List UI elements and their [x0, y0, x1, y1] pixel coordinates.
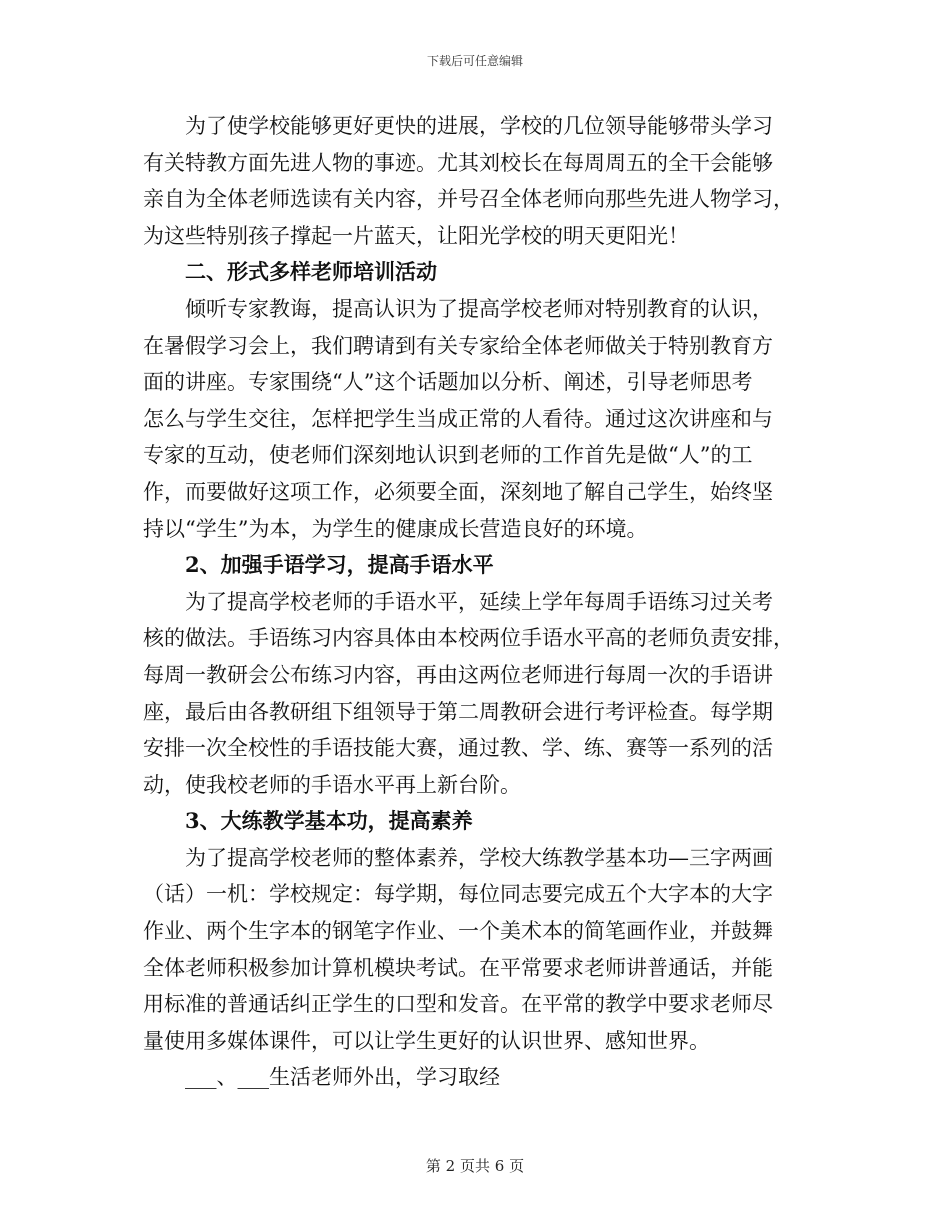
section-heading: 2、加强手语学习，提高手语水平 — [185, 552, 494, 578]
text-line: 面的讲座。专家围绕“人”这个话题加以分析、阐述，引导老师思考 — [143, 370, 753, 395]
text-line: 每周一教研会公布练习内容，再由这两位老师进行每周一次的手语讲 — [143, 662, 773, 687]
text-line: 全体老师积极参加计算机模块考试。在平常要求老师讲普通话，并能 — [143, 955, 773, 980]
text-line: 作业、两个生字本的钢笔字作业、一个美术本的简笔画作业，并鼓舞 — [143, 919, 773, 944]
section-heading: 3、大练教学基本功，提高素养 — [185, 808, 473, 834]
text-line: 作，而要做好这项工作，必须要全面，深刻地了解自己学生，始终坚 — [143, 479, 773, 504]
section-heading: 二、形式多样老师培训活动 — [185, 259, 437, 285]
text-line: 怎么与学生交往，怎样把学生当成正常的人看待。通过这次讲座和与 — [143, 406, 773, 431]
document-body — [143, 108, 808, 1096]
text-line: 为了提高学校老师的手语水平，延续上学年每周手语练习过关考 — [185, 589, 773, 614]
text-line: 为了提高学校老师的整体素养，学校大练教学基本功—三字两画 — [185, 845, 773, 870]
text-line: 为了使学校能够更好更快的进展，学校的几位领导能够带头学习 — [185, 114, 773, 138]
text-line: 专家的互动，使老师们深刻地认识到老师的工作首先是做“人”的工 — [143, 443, 753, 468]
text-line: 动，使我校老师的手语水平再上新台阶。 — [143, 772, 521, 797]
text-line: 核的做法。手语练习内容具体由本校两位手语水平高的老师负责安排， — [143, 626, 794, 651]
text-line: 倾听专家教诲，提高认识为了提高学校老师对特别教育的认识， — [185, 296, 773, 321]
page-header: 下载后可任意编辑 — [426, 54, 523, 68]
text-line: ___、___生活老师外出，学习取经 — [185, 1065, 500, 1090]
text-line: 持以“学生”为本，为学生的健康成长营造良好的环境。 — [143, 516, 648, 541]
text-line: 用标准的普通话纠正学生的口型和发音。在平常的教学中要求老师尽 — [143, 992, 773, 1017]
text-line: 座，最后由各教研组下组领导于第二周教研会进行考评检查。每学期 — [143, 699, 773, 724]
text-line: 在暑假学习会上，我们聘请到有关专家给全体老师做关于特别教育方 — [143, 333, 773, 358]
text-line: 量使用多媒体课件，可以让学生更好的认识世界、感知世界。 — [143, 1028, 710, 1053]
text-line: 安排一次全校性的手语技能大赛，通过教、学、练、赛等一系列的活 — [143, 736, 773, 761]
text-line: （话）一机：学校规定：每学期，每位同志要完成五个大字本的大字 — [143, 882, 773, 907]
text-line: 有关特教方面先进人物的事迹。尤其刘校长在每周周五的全干会能够 — [143, 150, 773, 175]
text-line: 为这些特别孩子撑起一片蓝天，让阳光学校的明天更阳光！ — [143, 223, 689, 248]
text-line: 亲自为全体老师选读有关内容，并号召全体老师向那些先进人物学习， — [143, 187, 794, 212]
page-footer: 第 2 页共 6 页 — [425, 1157, 525, 1175]
